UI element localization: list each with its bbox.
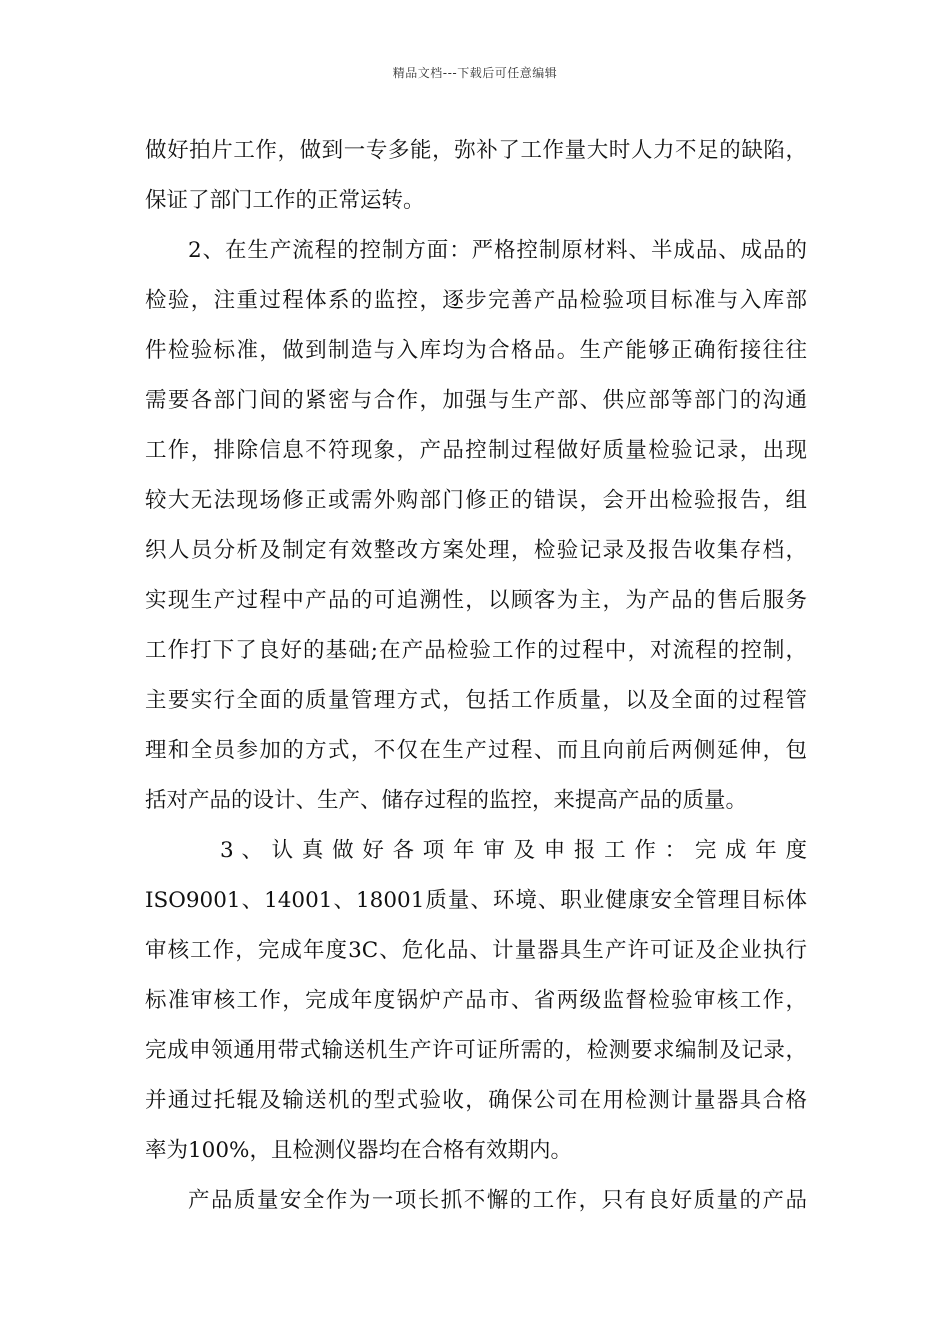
paragraph-line: 2、在生产流程的控制方面：严格控制原材料、半成品、成品的 — [188, 238, 807, 263]
paragraph-line: 织人员分析及制定有效整改方案处理，检验记录及报告收集存档， — [145, 538, 807, 563]
paragraph-line: 主要实行全面的质量管理方式，包括工作质量，以及全面的过程管 — [145, 688, 807, 713]
document-body — [145, 126, 807, 1226]
paragraph-line: 实现生产过程中产品的可追溯性，以顾客为主，为产品的售后服务 — [145, 588, 807, 613]
paragraph-line: 标准审核工作，完成年度锅炉产品市、省两级监督检验审核工作， — [145, 988, 807, 1013]
paragraph-line: 件检验标准，做到制造与入库均为合格品。生产能够正确衔接往往 — [145, 338, 807, 363]
paragraph-line: 审核工作，完成年度3C、危化品、计量器具生产许可证及企业执行 — [145, 938, 807, 963]
paragraph-line: 完成申领通用带式输送机生产许可证所需的，检测要求编制及记录， — [145, 1038, 807, 1063]
paragraph-line: 产品质量安全作为一项长抓不懈的工作，只有良好质量的产品 — [188, 1188, 807, 1213]
paragraph-line: 工作，排除信息不符现象，产品控制过程做好质量检验记录，出现 — [145, 438, 807, 463]
paragraph-line: 3 、 认 真 做 好 各 项 年 审 及 申 报 工 作 ： 完 成 年 度 — [220, 838, 807, 863]
paragraph-line: 工作打下了良好的基础;在产品检验工作的过程中，对流程的控制， — [145, 638, 807, 663]
paragraph-line: 较大无法现场修正或需外购部门修正的错误，会开出检验报告，组 — [145, 488, 807, 513]
paragraph-line: 括对产品的设计、生产、储存过程的监控，来提高产品的质量。 — [145, 788, 748, 813]
paragraph-line: 理和全员参加的方式，不仅在生产过程、而且向前后两侧延伸，包 — [145, 738, 807, 763]
paragraph-line: ISO9001、14001、18001质量、环境、职业健康安全管理目标体 — [145, 888, 807, 913]
paragraph-line: 做好拍片工作，做到一专多能，弥补了工作量大时人力不足的缺陷， — [145, 138, 807, 163]
page-header: 精品文档---下载后可任意编辑 — [392, 66, 558, 80]
paragraph-line: 检验，注重过程体系的监控，逐步完善产品检验项目标准与入库部 — [145, 288, 807, 313]
paragraph-line: 率为100%，且检测仪器均在合格有效期内。 — [145, 1138, 572, 1163]
paragraph-line: 并通过托辊及输送机的型式验收，确保公司在用检测计量器具合格 — [145, 1088, 807, 1113]
paragraph-line: 需要各部门间的紧密与合作，加强与生产部、供应部等部门的沟通 — [145, 388, 807, 413]
paragraph-line: 保证了部门工作的正常运转。 — [145, 188, 425, 213]
